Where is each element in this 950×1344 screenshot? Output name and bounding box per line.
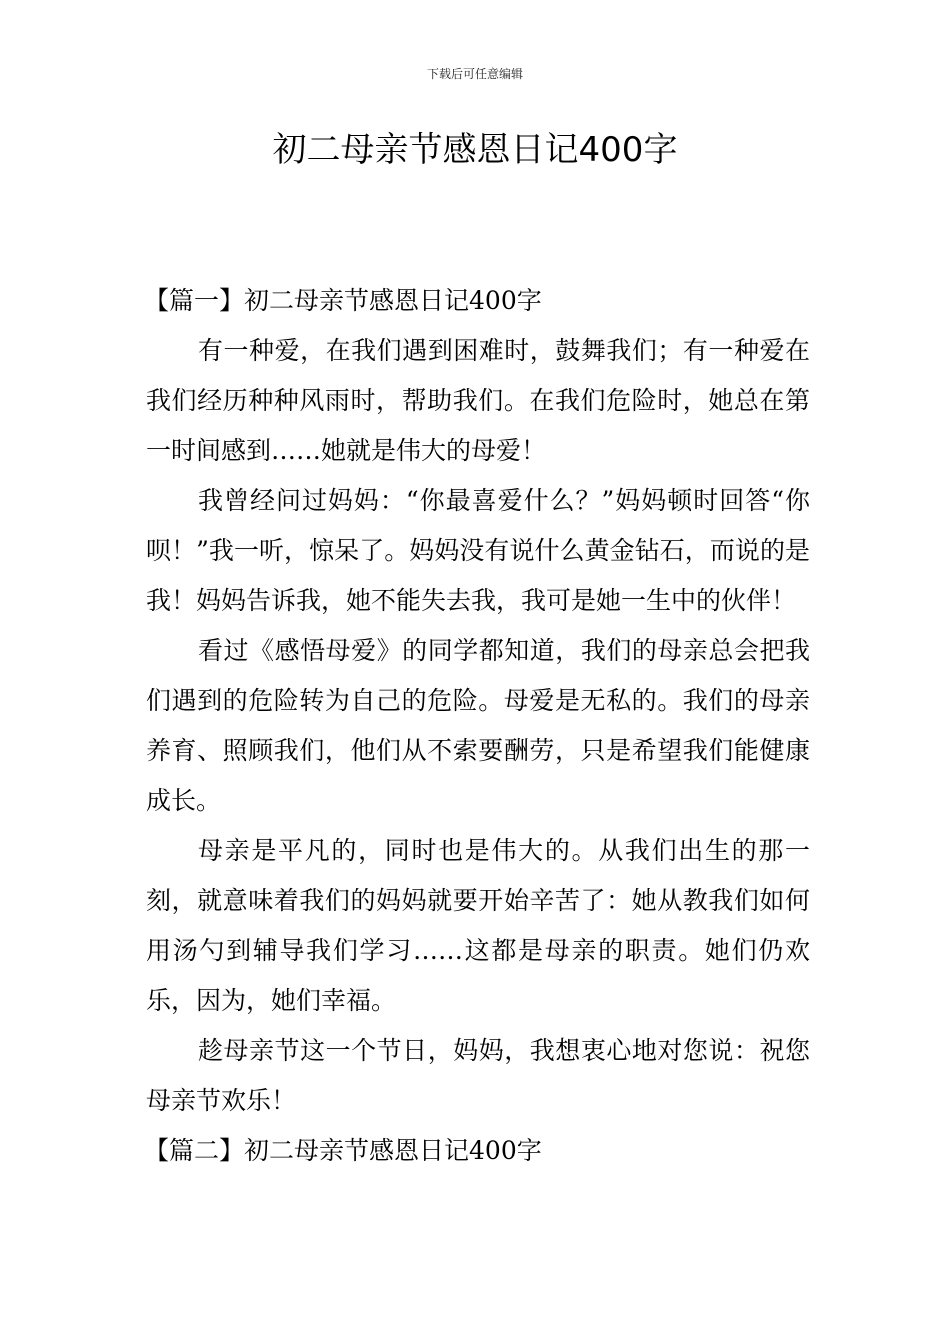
section-heading-1: 【篇一】初二母亲节感恩日记400字 xyxy=(144,286,542,315)
document-body xyxy=(146,276,810,1176)
header-note: 下载后可任意编辑 xyxy=(426,67,523,81)
paragraph-1: 有一种爱，在我们遇到困难时，鼓舞我们；有一种爱在我们经历种种风雨时，帮助我们。在我们危险时，她总在第一时间感到……她就是伟大的母爱！ xyxy=(146,336,810,465)
paragraph-2: 我曾经问过妈妈：“你最喜爱什么？”妈妈顿时回答“你呗！”我一听，惊呆了。妈妈没有说什么黄金钻石，而说的是我！妈妈告诉我，她不能失去我，我可是她一生中的伙伴！ xyxy=(146,486,810,615)
paragraph-3: 看过《感悟母爱》的同学都知道，我们的母亲总会把我们遇到的危险转为自己的危险。母爱是无私的。我们的母亲养育、照顾我们，他们从不索要酬劳，只是希望我们能健康成长。 xyxy=(146,636,810,815)
paragraph-4: 母亲是平凡的，同时也是伟大的。从我们出生的那一刻，就意味着我们的妈妈就要开始辛苦了：她从教我们如何用汤勺到辅导我们学习……这都是母亲的职责。她们仍欢乐，因为，她们幸福。 xyxy=(146,836,810,1015)
document-title: 初二母亲节感恩日记400字 xyxy=(272,130,678,170)
paragraph-5: 趁母亲节这一个节日，妈妈，我想衷心地对您说：祝您母亲节欢乐！ xyxy=(146,1036,810,1115)
section-heading-2: 【篇二】初二母亲节感恩日记400字 xyxy=(144,1136,542,1165)
